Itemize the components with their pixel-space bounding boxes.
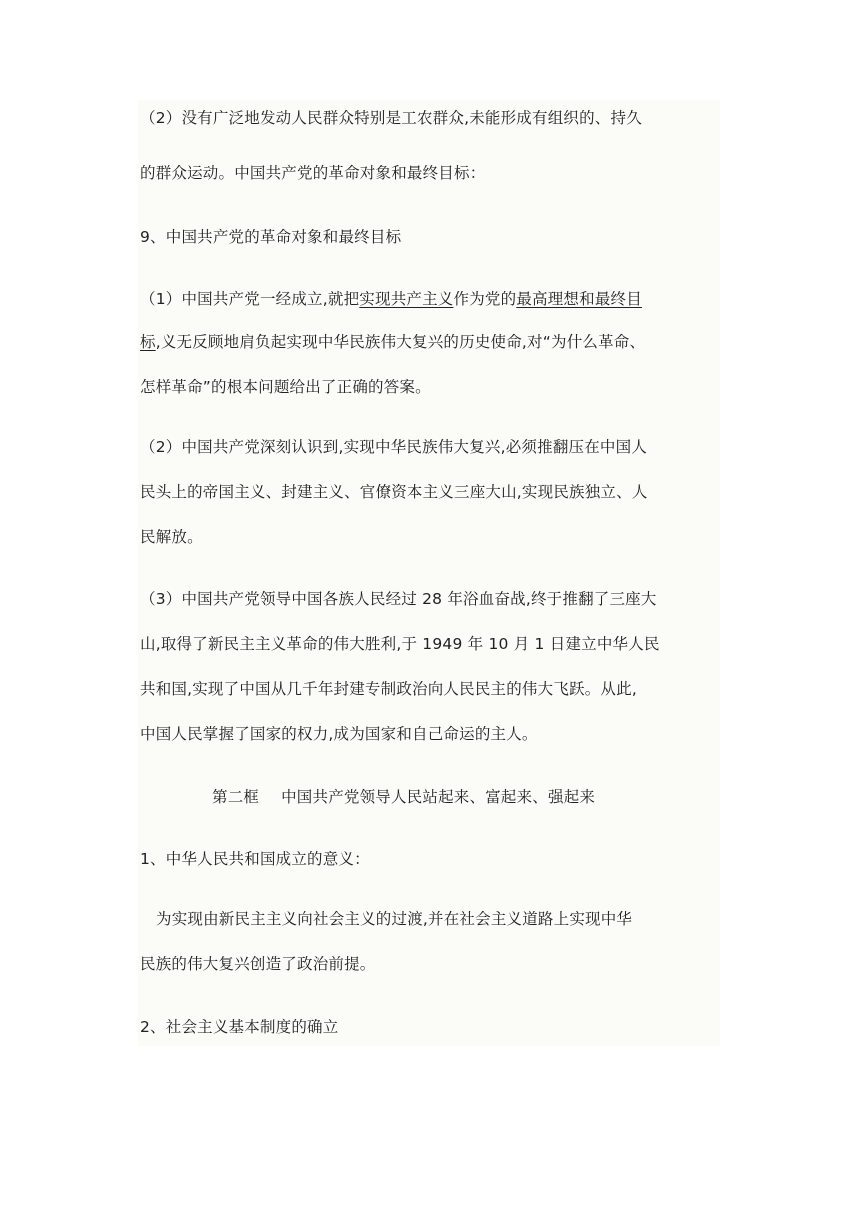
text: 民头上的帝国主义、封建主义、官僚资本主义三座大山,实现民族独立、人	[140, 483, 648, 501]
paragraph-line	[156, 908, 736, 930]
text: 民解放。	[140, 528, 203, 546]
text: 怎样革命”的根本问题给出了正确的答案。	[140, 378, 431, 396]
paragraph-line	[140, 588, 720, 610]
text: 为实现由新民主主义向社会主义的过渡,并在社会主义道路上实现中华	[156, 910, 633, 928]
paragraph-line	[140, 376, 720, 398]
underlined-text: 实现共产主义	[359, 290, 454, 308]
paragraph-line	[140, 526, 720, 548]
text: 中国人民掌握了国家的权力,成为国家和自己命运的主人。	[140, 725, 538, 743]
paragraph-line	[140, 678, 720, 700]
paragraph-line	[140, 162, 720, 184]
text: （1）中国共产党一经成立,就把	[140, 290, 360, 308]
heading-1	[140, 848, 720, 870]
paragraph-line	[140, 436, 720, 458]
heading-2	[140, 1016, 720, 1038]
text: （2）中国共产党深刻认识到,实现中华民族伟大复兴,必须推翻压在中国人	[140, 438, 648, 456]
paragraph-line	[140, 723, 720, 745]
text: ,义无反顾地肩负起实现中华民族伟大复兴的历史使命,对“为什么革命、	[155, 333, 646, 351]
paragraph-line	[140, 288, 720, 310]
heading-9	[140, 226, 720, 248]
paragraph-line	[140, 331, 720, 353]
paragraph-line	[140, 633, 720, 655]
text: 的群众运动。中国共产党的革命对象和最终目标：	[140, 164, 486, 182]
text: 共和国,实现了中国从几千年封建专制政治向人民民主的伟大飞跃。从此,	[140, 680, 637, 698]
heading-text: 9、中国共产党的革命对象和最终目标	[140, 228, 402, 246]
text: 民族的伟大复兴创造了政治前提。	[140, 955, 376, 973]
text: 作为党的	[453, 290, 517, 308]
underlined-text: 标	[140, 333, 156, 351]
heading-text: 2、社会主义基本制度的确立	[140, 1018, 339, 1036]
heading-text: 1、中华人民共和国成立的意义：	[140, 850, 370, 868]
paragraph-line	[140, 953, 720, 975]
underlined-text: 最高理想和最终目	[516, 290, 642, 308]
text: （3）中国共产党领导中国各族人民经过 28 年浴血奋战,终于推翻了三座大	[140, 590, 657, 608]
text: （2）没有广泛地发动人民群众特别是工农群众,未能形成有组织的、持久	[140, 109, 642, 127]
section-label: 第二框	[212, 788, 260, 806]
section-heading: 中国共产党领导人民站起来、富起来、强起来	[281, 788, 596, 806]
section-title	[212, 786, 792, 808]
paragraph-line	[140, 107, 720, 129]
paragraph-line	[140, 481, 720, 503]
text: 山,取得了新民主主义革命的伟大胜利,于 1949 年 10 月 1 日建立中华人民	[140, 635, 660, 653]
